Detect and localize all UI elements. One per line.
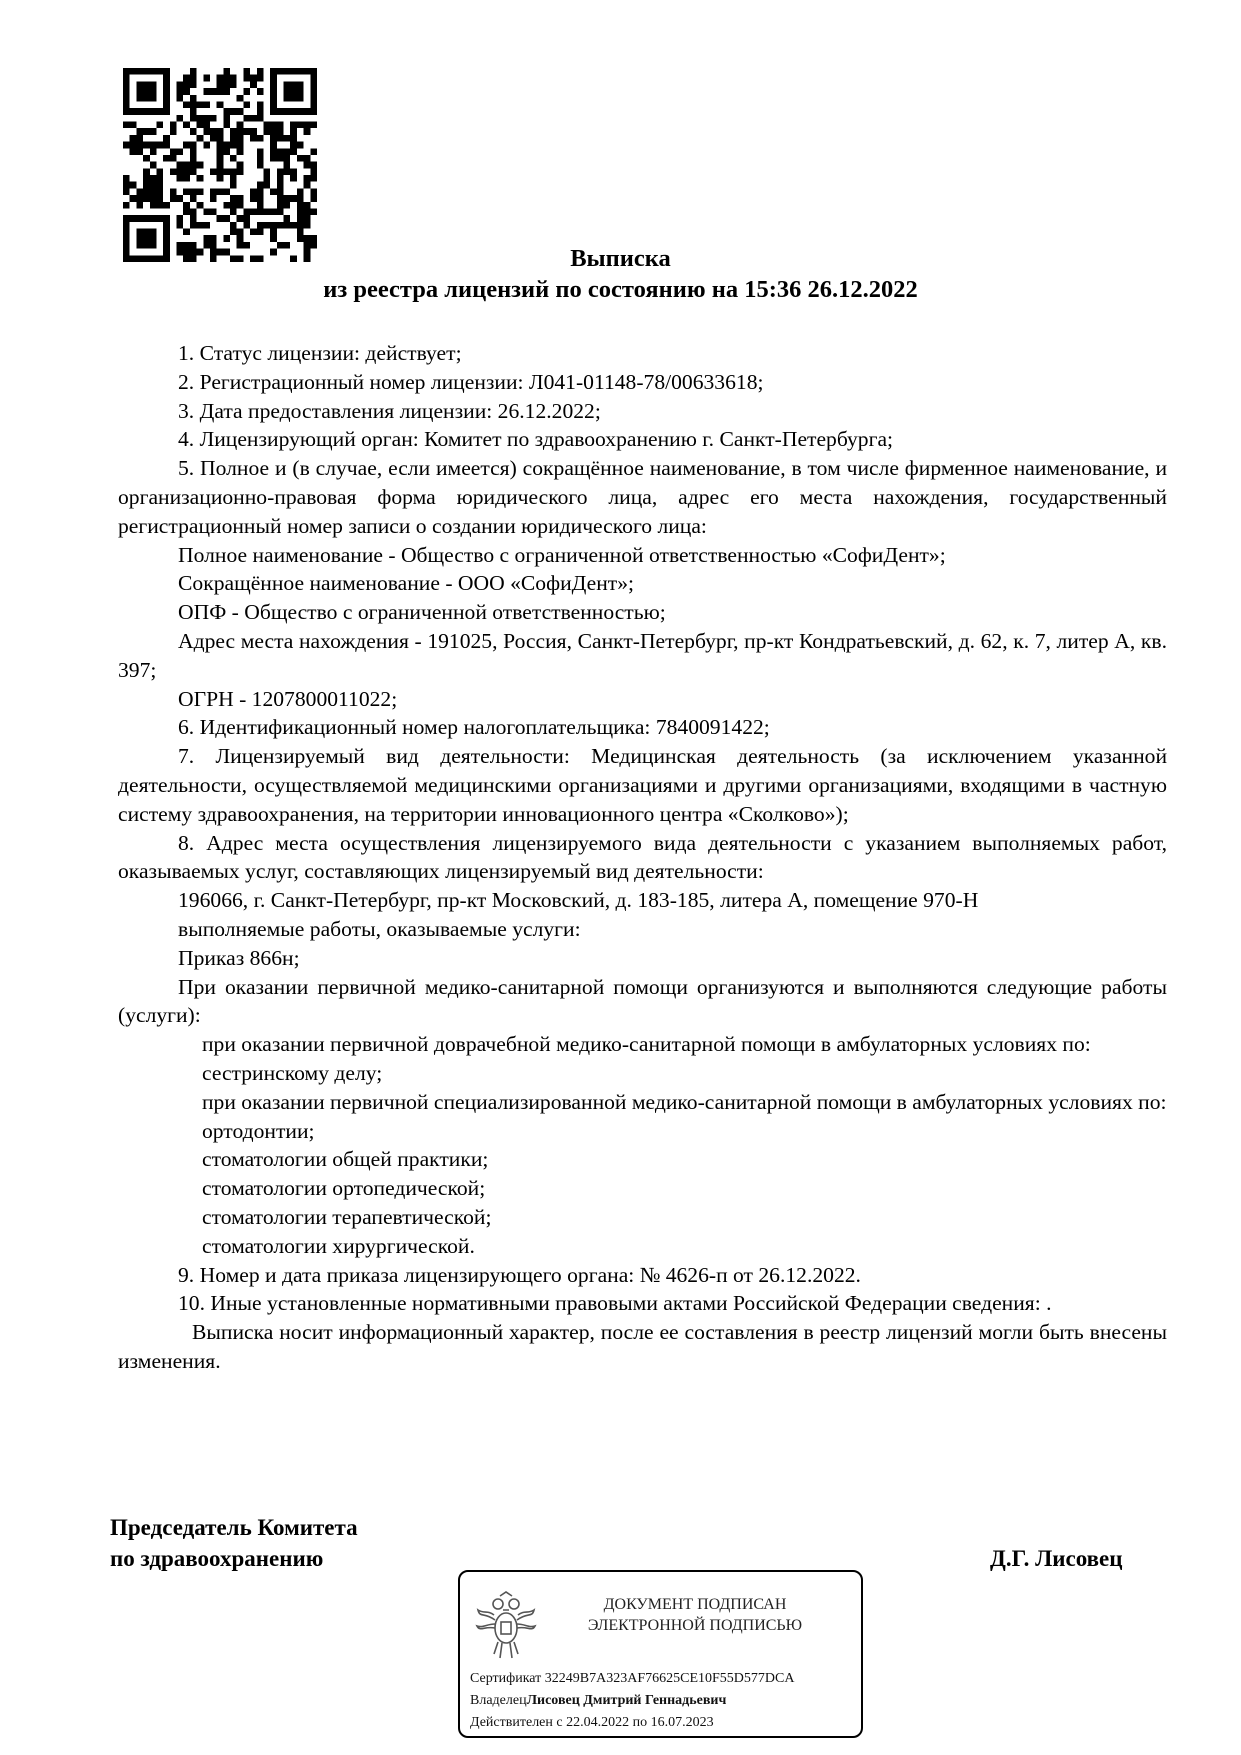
document-subtitle: из реестра лицензий по состоянию на 15:36 26.12.2022: [323, 276, 918, 303]
stamp-header: [550, 1594, 840, 1636]
service-item: стоматологии хирургической.: [202, 1233, 475, 1258]
service-item: стоматологии общей практики;: [202, 1147, 489, 1172]
full-name: Полное наименование - Общество с ограниченной ответственностью «СофиДент»;: [178, 542, 946, 567]
item-7: 7. Лицензируемый вид деятельности: Медицинская деятельность (за исключением указанной деятельности, осуществляемой медицинскими организациями и другими организациями, входящими в частную систему здравоохранения, на территории инновационного центра «Сколково»);: [118, 744, 1167, 826]
order-label: Приказ 866н;: [178, 945, 300, 970]
signer-name: Д.Г. Лисовец: [990, 1546, 1123, 1571]
specialized-care: при оказании первичной специализированной медико-санитарной помощи в амбулаторных условиях по:: [202, 1089, 1167, 1114]
item-2: 2. Регистрационный номер лицензии: Л041-01148-78/00633618;: [178, 369, 764, 394]
validity-line: Действителен с 22.04.2022 по 16.07.2023: [470, 1715, 714, 1730]
nursing: сестринскому делу;: [202, 1060, 383, 1085]
activity-place: 196066, г. Санкт-Петербург, пр-кт Московский, д. 183-185, литера А, помещение 970-Н: [178, 888, 979, 913]
owner-line: [470, 1692, 726, 1710]
item-3: 3. Дата предоставления лицензии: 26.12.2022;: [178, 398, 601, 423]
item-10: 10. Иные установленные нормативными правовыми актами Российской Федерации сведения: .: [178, 1291, 1052, 1316]
address: Адрес места нахождения - 191025, Россия, Санкт-Петербург, пр-кт Кондратьевский, д. 62, к. 7, литер А, кв. 397;: [118, 628, 1167, 682]
coat-of-arms-icon: [474, 1590, 538, 1662]
certificate-line: [470, 1670, 794, 1688]
owner-label: Владелец: [470, 1693, 527, 1708]
document-title: Выписка: [570, 245, 671, 272]
pre-doctor-care: при оказании первичной доврачебной медико-санитарной помощи в амбулаторных условиях по:: [202, 1032, 1091, 1057]
item-6: 6. Идентификационный номер налогоплательщика: 7840091422;: [178, 715, 770, 740]
owner-value: Лисовец Дмитрий Геннадьевич: [526, 1693, 727, 1708]
stamp-header-line2: ЭЛЕКТРОННОЙ ПОДПИСЬЮ: [587, 1617, 803, 1634]
item-1: 1. Статус лицензии: действует;: [178, 341, 462, 365]
info-note: Выписка носит информационный характер, после ее составления в реестр лицензий могли быть внесены изменения.: [118, 1320, 1167, 1373]
signer-position-line2: по здравоохранению: [110, 1546, 324, 1571]
signer-position: [110, 1512, 358, 1574]
opf: ОПФ - Общество с ограниченной ответственностью;: [178, 600, 666, 625]
primary-care: При оказании первичной медико-санитарной помощи организуются и выполняются следующие работы (услуги):: [118, 974, 1167, 1028]
document-body: [118, 339, 1167, 1376]
item-9: 9. Номер и дата приказа лицензирующего органа: № 4626-п от 26.12.2022.: [178, 1262, 861, 1287]
item-4: 4. Лицензирующий орган: Комитет по здравоохранению г. Санкт-Петербурга;: [178, 427, 894, 452]
item-5: 5. Полное и (в случае, если имеется) сокращённое наименование, в том числе фирменное наименование, и организационно-правовая форма юридического лица, адрес его места нахождения, государственный регистрационный номер записи о создании юридического лица:: [118, 456, 1167, 538]
service-item: ортодонтии;: [202, 1118, 315, 1143]
certificate-value: 32249B7A323AF76625CE10F55D577DCA: [544, 1671, 795, 1686]
e-signature-stamp: [458, 1570, 863, 1738]
service-item: стоматологии терапевтической;: [202, 1204, 492, 1229]
item-8: 8. Адрес места осуществления лицензируемого вида деятельности с указанием выполняемых работ, оказываемых услуг, составляющих лицензируемый вид деятельности:: [118, 830, 1167, 884]
ogrn: ОГРН - 1207800011022;: [178, 686, 398, 711]
works-label: выполняемые работы, оказываемые услуги:: [178, 916, 581, 941]
signer-position-line1: Председатель Комитета: [110, 1515, 358, 1540]
certificate-label: Сертификат: [470, 1671, 542, 1686]
service-item: стоматологии ортопедической;: [202, 1176, 486, 1201]
stamp-header-line1: ДОКУМЕНТ ПОДПИСАН: [603, 1596, 787, 1613]
short-name: Сокращённое наименование - ООО «СофиДент»;: [178, 571, 635, 596]
qr-code-icon: [123, 68, 317, 262]
